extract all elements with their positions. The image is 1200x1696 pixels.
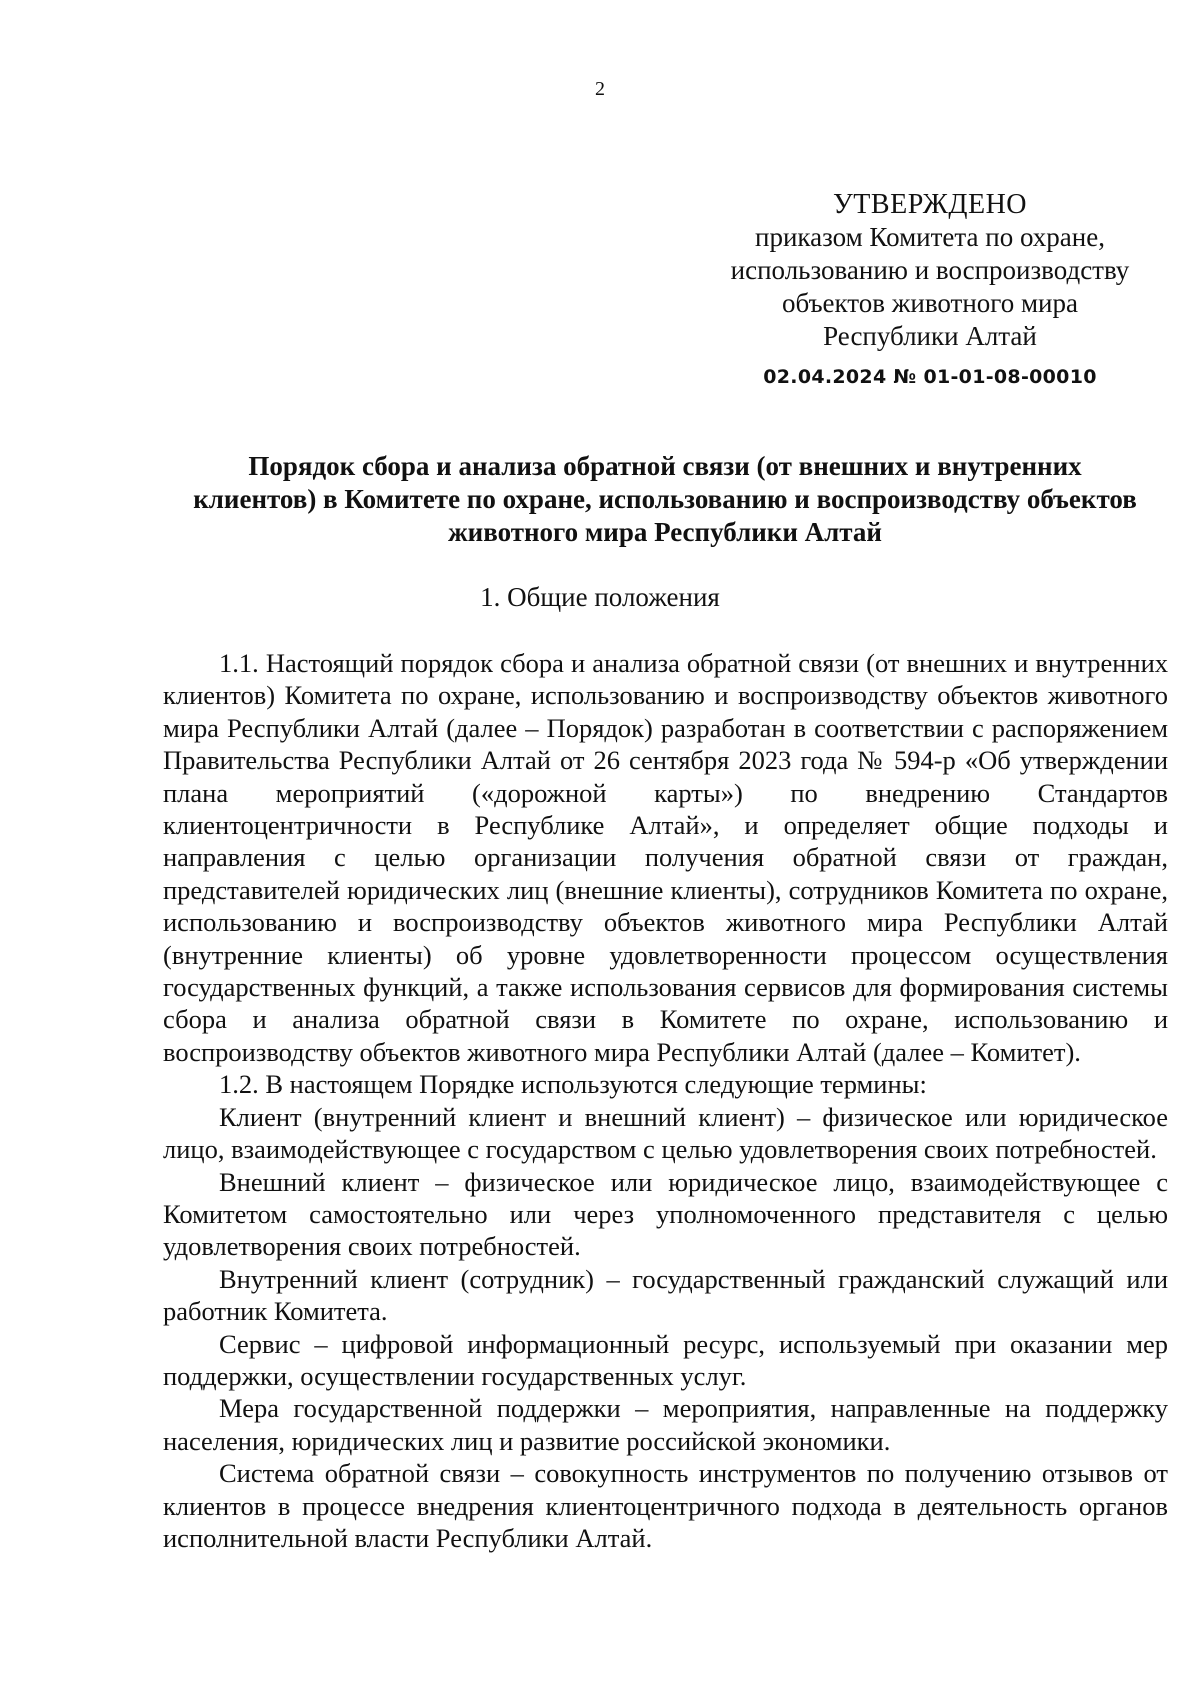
- order-number: 02.04.2024 № 01-01-08-00010: [763, 366, 1097, 388]
- document-body: [163, 647, 1168, 1554]
- title-line: Порядок сбора и анализа обратной связи (от внешних и внутренних: [248, 451, 1082, 481]
- title-line: клиентов) в Комитете по охране, использованию и воспроизводству объектов: [193, 484, 1137, 514]
- paragraph-1-1: 1.1. Настоящий порядок сбора и анализа обратной связи (от внешних и внутренних клиентов) Комитета по охране, использованию и воспроизводству объектов животного мира Республики Алтай (далее – Порядок) разработан в соответствии с распоряжением Правительства Республики Алтай от 26 сентября 2023 года № 594-р «Об утверждении плана мероприятий («дорожной карты») по внедрению Стандартов клиентоцентричности в Республике Алтай», и определяет общие подходы и направления с целью организации получения обратной связи от граждан, представителей юридических лиц (внешние клиенты), сотрудников Комитета по охране, использованию и воспроизводству объектов животного мира Республики Алтай (внутренние клиенты) об уровне удовлетворенности процессом осуществления государственных функций, а также использования сервисов для формирования системы сбора и анализа обратной связи в Комитете по охране, использованию и воспроизводству объектов животного мира Республики Алтай (далее – Комитет).: [163, 648, 1168, 1067]
- approval-line: Республики Алтай: [823, 321, 1037, 351]
- approval-stamp: [700, 188, 1160, 394]
- document-title: [160, 450, 1170, 549]
- term-service: Сервис – цифровой информационный ресурс, используемый при оказании мер поддержки, осуществлении государственных услуг.: [163, 1328, 1168, 1391]
- approval-line: использованию и воспроизводству: [730, 255, 1130, 285]
- title-line: животного мира Республики Алтай: [448, 517, 882, 547]
- section-heading: 1. Общие положения: [480, 582, 720, 612]
- term-client: Клиент (внутренний клиент и внешний клиент) – физическое или юридическое лицо, взаимодействующее с государством с целью удовлетворения своих потребностей.: [163, 1101, 1168, 1165]
- page-number: 2: [595, 78, 605, 100]
- approval-heading: УТВЕРЖДЕНО: [832, 189, 1028, 220]
- term-internal-client: Внутренний клиент (сотрудник) – государственный гражданский служащий или работник Комитета.: [163, 1263, 1168, 1327]
- paragraph-1-2: 1.2. В настоящем Порядке используются следующие термины:: [219, 1069, 927, 1100]
- approval-line: приказом Комитета по охране,: [755, 222, 1105, 252]
- term-external-client: Внешний клиент – физическое или юридическое лицо, взаимодействующее с Комитетом самостоятельно или через уполномоченного представителя с целью удовлетворения своих потребностей.: [163, 1166, 1168, 1262]
- approval-line: объектов животного мира: [782, 288, 1078, 318]
- term-feedback-system: Система обратной связи – совокупность инструментов по получению отзывов от клиентов в процессе внедрения клиентоцентричного подхода в деятельность органов исполнительной власти Республики Алтай.: [163, 1458, 1168, 1553]
- term-state-support: Мера государственной поддержки – мероприятия, направленные на поддержку населения, юридических лиц и развитие российской экономики.: [163, 1393, 1168, 1456]
